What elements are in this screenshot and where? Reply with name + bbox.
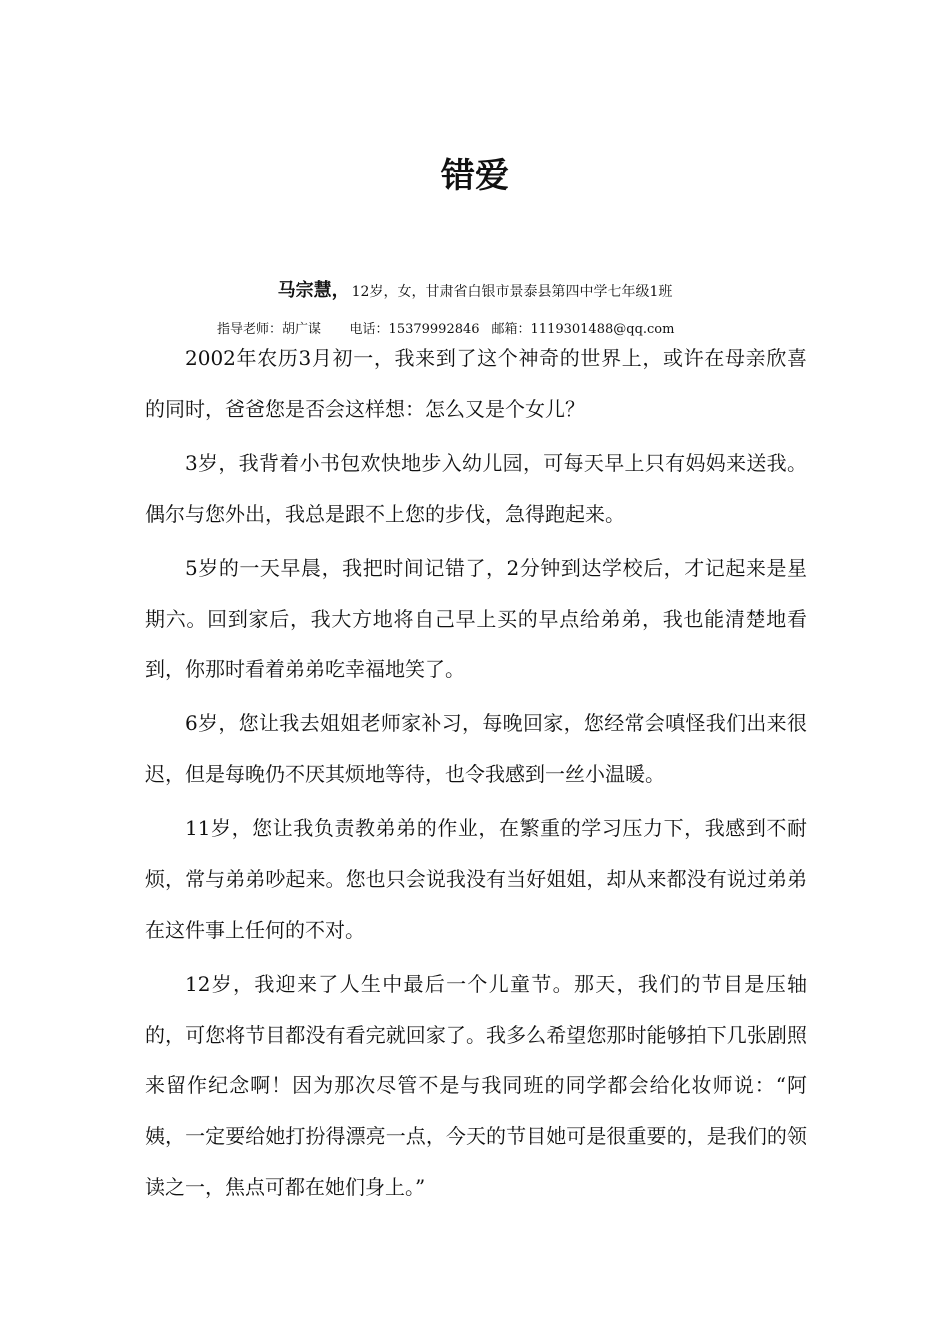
paragraph: 5岁的一天早晨，我把时间记错了，2分钟到达学校后，才记起来是星期六。回到家后，我大方地将自己早上买的早点给弟弟，我也能清楚地看到，你那时看着弟弟吃幸福地笑了。 bbox=[145, 555, 807, 682]
teacher-label: 指导老师：胡广谋 bbox=[217, 322, 322, 337]
author-details: 12岁，女，甘肃省白银市景泰县第四中学七年级1班 bbox=[351, 284, 673, 300]
paragraph: 3岁，我背着小书包欢快地步入幼儿园，可每天早上只有妈妈来送我。偶尔与您外出，我总是跟不上您的步伐，急得跑起来。 bbox=[145, 450, 807, 526]
phone-label: 电话：15379992846 bbox=[349, 322, 480, 337]
paragraph: 11岁，您让我负责教弟弟的作业，在繁重的学习压力下，我感到不耐烦，常与弟弟吵起来。您也只会说我没有当好姐姐，却从来都没有说过弟弟在这件事上任何的不对。 bbox=[145, 816, 807, 942]
article-title: 错爱 bbox=[441, 156, 509, 196]
paragraph: 12岁，我迎来了人生中最后一个儿童节。那天，我们的节目是压轴的，可您将节目都没有看完就回家了。我多么希望您那时能够拍下几张剧照来留作纪念啊！因为那次尽管不是与我同班的同学都会给化妆师说：“阿姨，一定要给她打扮得漂亮一点，今天的节目她可是很重要的，是我们的领读之一，焦点可都在她们身上。” bbox=[145, 971, 807, 1199]
author-line bbox=[0, 278, 950, 305]
email-label: 邮箱：1119301488@qq.com bbox=[491, 322, 675, 337]
paragraph: 6岁，您让我去姐姐老师家补习，每晚回家，您经常会嗔怪我们出来很迟，但是每晚仍不厌其烦地等待，也令我感到一丝小温暖。 bbox=[145, 711, 807, 787]
paragraph: 2002年农历3月初一，我来到了这个神奇的世界上，或许在母亲欣喜的同时，爸爸您是否会这样想：怎么又是个女儿？ bbox=[145, 346, 807, 421]
article-body bbox=[145, 333, 807, 1216]
author-name: 马宗慧， bbox=[277, 280, 350, 301]
